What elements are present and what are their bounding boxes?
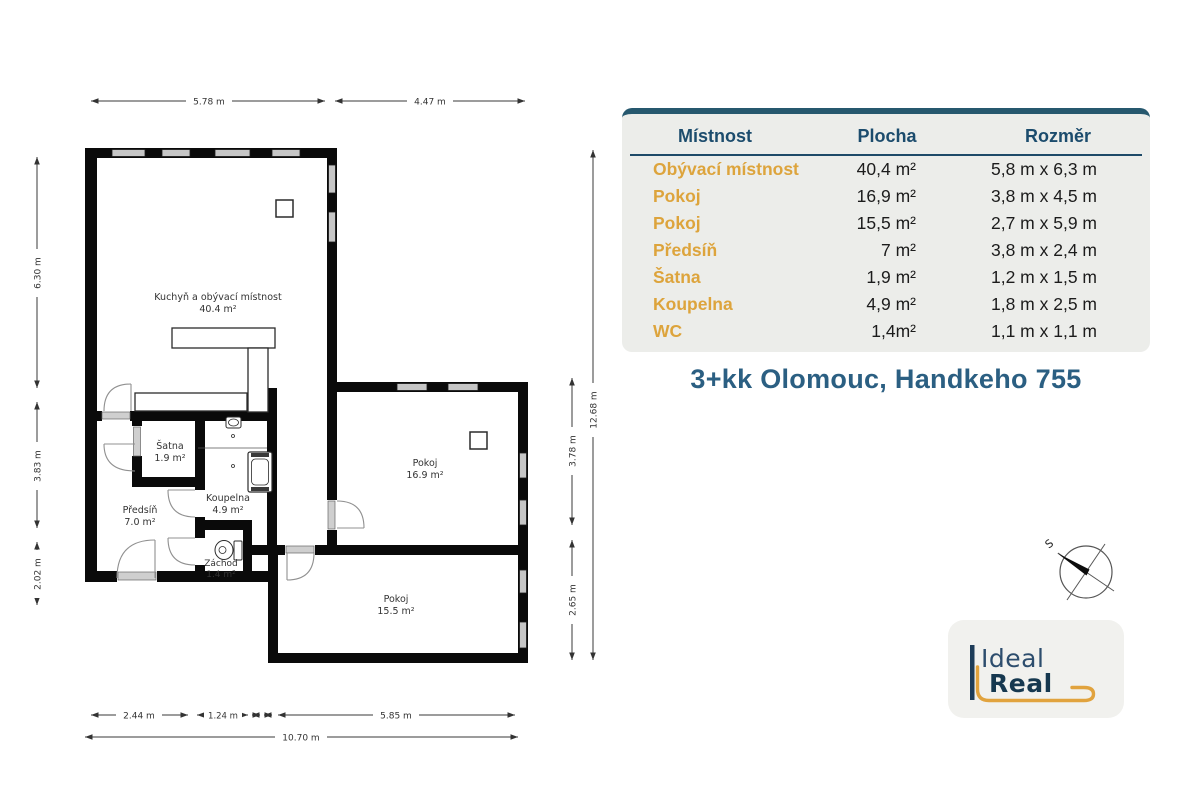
logo-bar-icon — [970, 645, 975, 700]
room-area: 7.0 m² — [124, 517, 156, 528]
page-title: 3+kk Olomouc, Handkeho 755 — [690, 364, 1082, 394]
room-label: Šatna — [156, 441, 184, 452]
room-area: 40.4 m² — [199, 304, 237, 315]
room-name: Obývací místnost — [653, 159, 799, 179]
sink-icon — [226, 417, 241, 468]
dim-label: 3.78 m — [568, 435, 579, 467]
room-table-card — [622, 108, 1150, 352]
kitchen-counter-side — [248, 348, 268, 412]
room-name: Předsíň — [653, 240, 718, 260]
fixtures-layer — [135, 200, 487, 560]
room-name: WC — [653, 321, 683, 341]
kitchen-counter-top — [172, 328, 275, 348]
room-area-value: 1,9 m² — [866, 267, 916, 287]
room-label: Koupelna — [206, 493, 250, 504]
table-row — [622, 237, 1150, 264]
room-name: Šatna — [653, 267, 701, 287]
room-label: Pokoj — [412, 458, 438, 469]
room-area: 4.9 m² — [212, 505, 244, 516]
room-area-value: 15,5 m² — [856, 213, 916, 233]
room-area-value: 40,4 m² — [856, 159, 916, 179]
shaft-box-livingroom — [276, 200, 293, 217]
table-row — [622, 264, 1150, 291]
room-size-value: 1,2 m x 1,5 m — [990, 267, 1097, 287]
room-area-value: 1,4m² — [871, 321, 916, 341]
table-row — [622, 183, 1150, 210]
table-row — [622, 291, 1150, 318]
dim-label: 12.68 m — [589, 391, 600, 429]
room-labels-layer — [123, 292, 444, 617]
room-area: 16.9 m² — [406, 470, 444, 481]
room-size-value: 2,7 m x 5,9 m — [990, 213, 1097, 233]
dim-label: 2.44 m — [123, 711, 155, 722]
column-header-room: Místnost — [678, 125, 752, 146]
room-name: Pokoj — [653, 213, 701, 233]
room-size-value: 3,8 m x 2,4 m — [990, 240, 1097, 260]
room-size-value: 5,8 m x 6,3 m — [990, 159, 1097, 179]
room-size-value: 1,8 m x 2,5 m — [990, 294, 1097, 314]
shaft-box-bedroom — [470, 432, 487, 449]
dim-label: 5.85 m — [380, 711, 412, 722]
logo-word-real: Real — [989, 669, 1053, 698]
room-label: Pokoj — [383, 594, 409, 605]
room-size-value: 1,1 m x 1,1 m — [990, 321, 1097, 341]
agency-logo — [948, 620, 1124, 720]
column-header-size: Rozměr — [1024, 125, 1091, 146]
dim-label: 1.24 m — [208, 711, 238, 722]
room-name: Pokoj — [653, 186, 701, 206]
dim-label: 5.78 m — [193, 97, 225, 108]
room-area-value: 4,9 m² — [866, 294, 916, 314]
toilet-icon — [215, 541, 242, 561]
room-area: 15.5 m² — [377, 606, 415, 617]
dim-label: 2.65 m — [568, 584, 579, 616]
dim-label: 2.02 m — [33, 558, 44, 590]
dim-label: 6.30 m — [33, 257, 44, 289]
compass-needle-icon — [1057, 553, 1090, 576]
table-row — [622, 318, 1150, 345]
room-label: Kuchyň a obývací místnost — [154, 292, 282, 303]
room-area-value: 16,9 m² — [856, 186, 916, 206]
room-area: 1.9 m² — [154, 453, 186, 464]
room-area: 1.4 m² — [206, 570, 236, 580]
table-row — [622, 210, 1150, 237]
room-name: Koupelna — [653, 294, 733, 314]
dim-label: 4.47 m — [414, 97, 446, 108]
compass-north-label: S — [1042, 536, 1057, 552]
room-label: Záchod — [204, 559, 238, 569]
compass — [1042, 532, 1130, 620]
room-label: Předsíň — [122, 505, 158, 516]
dim-label: 10.70 m — [282, 733, 320, 744]
column-header-area: Plocha — [857, 125, 917, 146]
table-row — [622, 156, 1150, 183]
room-size-value: 3,8 m x 4,5 m — [990, 186, 1097, 206]
bathtub-icon — [248, 452, 272, 492]
logo-word-ideal: Ideal — [981, 644, 1045, 673]
kitchen-counter-bottom — [135, 393, 247, 411]
dim-label: 3.83 m — [33, 450, 44, 482]
room-table-header — [622, 114, 1150, 152]
room-area-value: 7 m² — [881, 240, 916, 260]
